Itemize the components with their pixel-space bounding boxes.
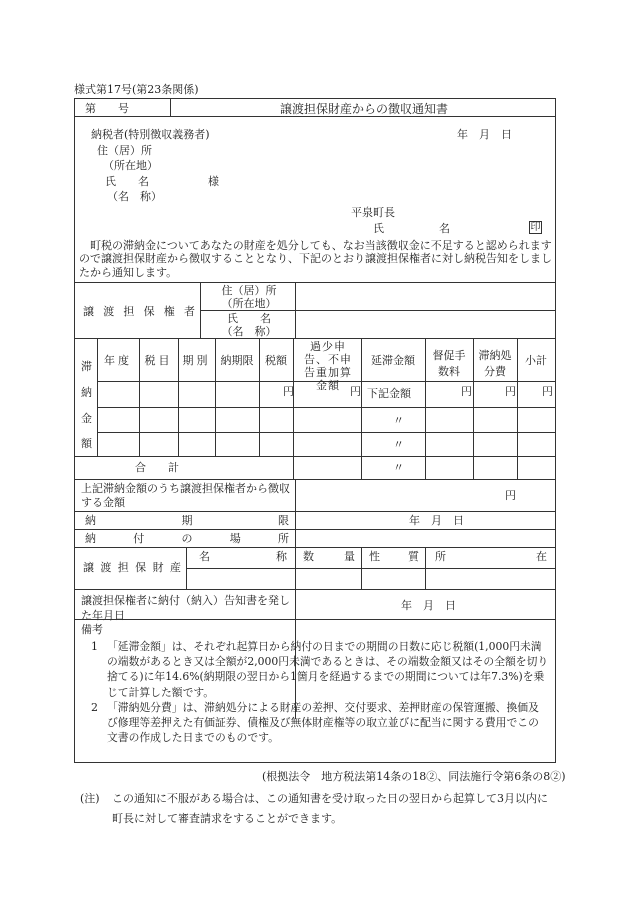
divider	[75, 619, 555, 620]
location-label: （所在地）	[103, 159, 158, 172]
yen-unit: 円	[505, 385, 516, 398]
yen-unit: 円	[461, 385, 472, 398]
header-delinquency: 延滞金額	[371, 354, 415, 367]
divider	[186, 568, 555, 569]
yen-unit: 円	[350, 385, 361, 398]
property-label: 譲 渡 担 保 財 産	[83, 561, 181, 574]
divider	[170, 99, 171, 116]
divider	[473, 338, 474, 479]
divider	[200, 310, 555, 311]
legal-basis: (根拠法令 地方税法第14条の18②、同法施行令第6条の8②)	[262, 770, 566, 783]
footnote-text: この通知に不服がある場合は、この通知書を受け取った日の翌日から起算して3月以内に町長に対して審査請求をすることができます。	[112, 792, 548, 825]
header-due-date: 納期限	[220, 354, 254, 367]
remark-number: 1	[91, 640, 98, 653]
total-label: 合 計	[135, 461, 179, 474]
remark-text: 「滞納処分費」は、滞納処分による財産の差押、交付要求、差押財産の保管運搬、換価及び修理等差押えた有価証券、債権及び無体財産権等の取立並びに配当に関する費用でこの文書の作成した日までのものです。	[107, 701, 539, 745]
name-alt-label: （名 称）	[107, 190, 162, 203]
notice-form	[74, 98, 556, 763]
remark-text: 「延滞金額」は、それぞれ起算日から納付の日までの期間の日数に応じ税額(1,000円未満の端数があるとき又は全額が2,000円未満であるときは、その端数金額又はその全額を切り捨てる)に年14.6%(納期限の翌日から1箇月を経過するまでの期間については年7.3%)を乗じて計算した額です。	[107, 640, 549, 699]
ditto-mark: 〃	[393, 461, 404, 474]
property-header-quantity: 数 量	[303, 550, 355, 563]
notice-date: 年 月 日	[401, 599, 456, 612]
holder-label: 譲 渡 担 保 権 者	[83, 305, 195, 318]
document-title: 譲渡担保財産からの徴収通知書	[280, 102, 449, 116]
honorific: 様	[208, 175, 219, 188]
divider	[75, 589, 555, 590]
divider	[75, 456, 555, 457]
header-subtotal: 小計	[525, 354, 547, 367]
arrears-side-char: 額	[81, 437, 92, 450]
property-header-location: 所 在	[435, 550, 547, 563]
notice-date-label: 譲渡担保権者に納付（納入）告知書を発した年月日	[81, 594, 290, 622]
seal-mark: 印	[530, 222, 541, 233]
issue-date: 年 月 日	[457, 128, 512, 141]
remarks-title: 備考	[81, 623, 103, 636]
payment-place-label: 納 付 の 場 所	[85, 532, 289, 545]
divider	[75, 338, 555, 339]
ditto-mark: 〃	[393, 438, 404, 451]
deadline-date: 年 月 日	[409, 514, 464, 527]
divider	[75, 511, 555, 512]
intro-text: 町税の滞納金についてあなたの財産を処分しても、なお当該徴収金に不足すると認められますので譲渡担保財産から徴収することとなり、下記のとおり譲渡担保権者に対し納税告知をしましたから通知します。	[79, 239, 552, 279]
arrears-side-char: 滞	[81, 360, 92, 373]
divider	[293, 338, 294, 479]
divider	[97, 432, 555, 433]
header-additional-tax: 過少申告、不申告重加算金額	[304, 340, 352, 392]
taxpayer-label: 納税者(特別徴収義務者)	[91, 128, 210, 141]
holder-name-alt-label: （名 称）	[221, 325, 277, 338]
arrears-side-char: 納	[81, 386, 92, 399]
divider	[75, 529, 555, 530]
holder-location-label: （所在地）	[221, 297, 277, 310]
divider	[75, 479, 555, 480]
number-label: 第 号	[85, 102, 129, 115]
property-header-nature: 性 質	[369, 550, 419, 563]
issuer-name-label: 氏 名	[373, 222, 450, 235]
header-period: 期別	[182, 354, 211, 367]
deadline-label: 納 期 限	[85, 514, 289, 527]
form-number: 様式第17号(第23条関係)	[74, 83, 199, 96]
header-fiscal-year: 年度	[104, 354, 132, 367]
divider	[75, 116, 555, 117]
issuer-office: 平泉町長	[351, 206, 395, 219]
yen-unit: 円	[283, 385, 294, 398]
yen-unit: 円	[542, 385, 553, 398]
header-disposition-fee: 滞納処分費	[478, 349, 512, 378]
remark-number: 2	[91, 701, 98, 714]
divider	[75, 547, 555, 548]
divider	[425, 338, 426, 479]
collect-amount-label: 上記滞納金額のうち譲渡担保権者から徴収する金額	[81, 482, 290, 509]
ditto-mark: 〃	[393, 414, 404, 427]
divider	[75, 282, 555, 283]
divider	[97, 407, 555, 408]
address-label: 住（居）所	[97, 144, 152, 157]
header-reminder-fee: 督促手数料	[432, 349, 466, 378]
holder-name-label: 氏 名	[227, 312, 271, 325]
header-tax-item: 税目	[144, 354, 173, 367]
yen-unit: 円	[505, 489, 516, 502]
footnote-prefix: (注)	[80, 792, 100, 805]
holder-address-label: 住（居）所	[221, 284, 277, 297]
arrears-side-char: 金	[81, 412, 92, 425]
header-tax-amount: 税額	[265, 354, 287, 367]
name-label: 氏 名	[105, 175, 149, 188]
delinquency-note: 下記金額	[367, 387, 411, 400]
property-header-name: 名 称	[199, 550, 287, 563]
